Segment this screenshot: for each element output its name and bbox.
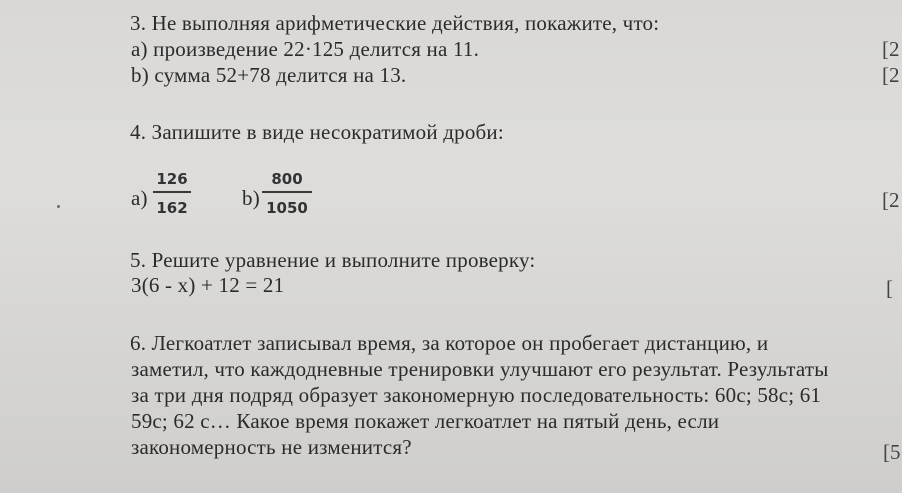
q4-b-fraction: [262, 170, 312, 217]
q3-a-points: [2: [882, 37, 900, 61]
q5-title: 5. Решите уравнение и выполните проверку:: [130, 248, 536, 272]
paper-speck: [57, 205, 60, 208]
q3-title: 3. Не выполняя арифметические действия, покажите, что:: [130, 11, 660, 35]
q4-a-fraction: [153, 170, 191, 217]
q4-b-denominator: 1050: [266, 198, 308, 217]
q3-part-a: а) произведение 22·125 делится на 11.: [131, 37, 480, 61]
q4-a-numerator: 126: [156, 170, 188, 188]
q4-a-fraction-bar: [153, 191, 191, 193]
q3-part-b: b) сумма 52+78 делится на 13.: [131, 63, 407, 87]
q6-points: [5: [883, 440, 901, 464]
q5-equation: 3(6 - x) + 12 = 21: [131, 273, 285, 297]
q4-a-denominator: 162: [156, 198, 188, 217]
q6-line-2: заметил, что каждодневные тренировки улучшают его результат. Результаты: [131, 357, 829, 381]
q6-line-3: за три дня подряд образует закономерную последовательность: 60с; 58с; 61: [131, 383, 822, 407]
q4-b-numerator: 800: [271, 170, 303, 188]
q6-line-4: 59с; 62 с… Какое время покажет легкоатлет на пятый день, если: [131, 409, 720, 433]
q4-a-label: а): [131, 186, 148, 210]
q4-b-label: b): [242, 186, 260, 210]
q4-b-fraction-bar: [262, 191, 312, 193]
q5-points: [: [886, 276, 893, 300]
q6-line-5: закономерность не изменится?: [131, 435, 412, 459]
q4-title: 4. Запишите в виде несократимой дроби:: [130, 120, 504, 144]
q6-line-1: 6. Легкоатлет записывал время, за которое он пробегает дистанцию, и: [130, 331, 769, 355]
q3-b-points: [2: [882, 63, 900, 87]
q4-points: [2: [882, 188, 900, 212]
